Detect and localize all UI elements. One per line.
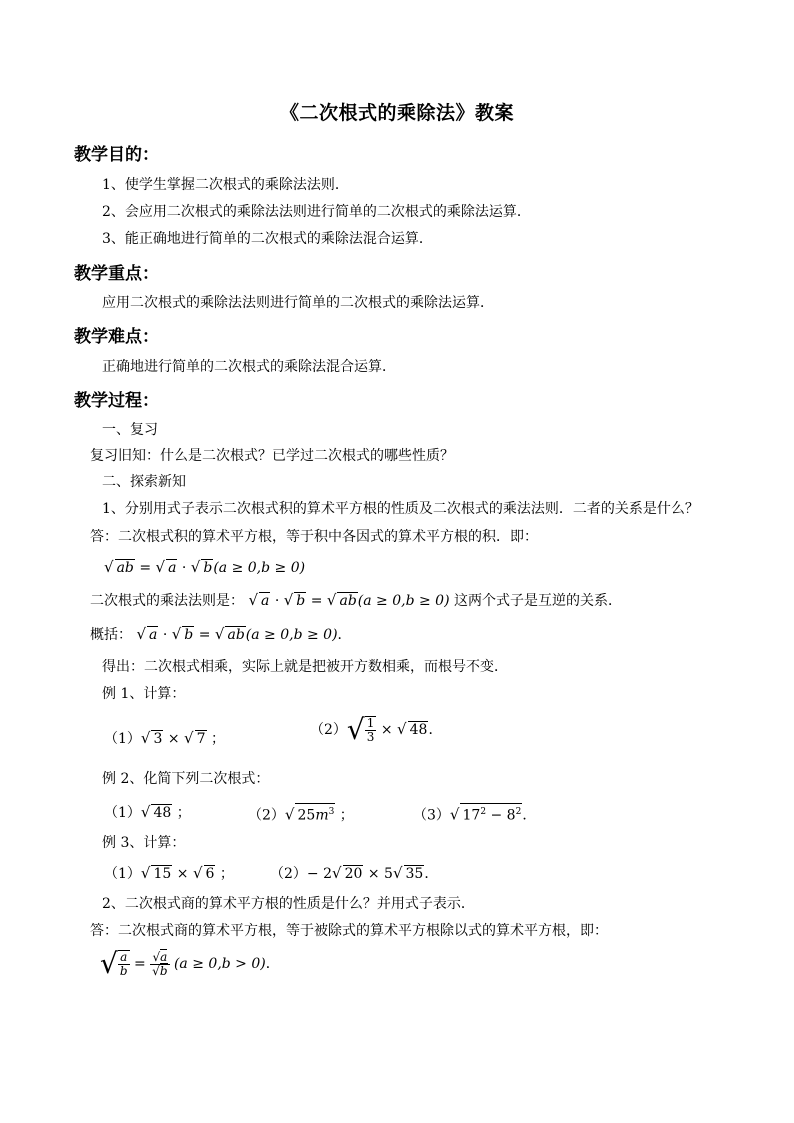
difficulty-text: 正确地进行简单的二次根式的乘除法混合运算．: [102, 359, 396, 375]
section-review: 一、复习: [102, 422, 158, 438]
question-1: 1、分别用式子表示二次根式积的算术平方根的性质及二次根式的乘法法则．二者的关系是什么？: [102, 501, 699, 517]
example-2-label: 例 2、化简下列二次根式：: [102, 771, 270, 787]
example-3-part-1: （1）√ 15 × √ 6 ；: [104, 864, 234, 882]
key-point-text: 应用二次根式的乘除法法则进行简单的二次根式的乘除法运算．: [102, 295, 494, 311]
formula-quotient-property: √ $\frac{a}{b}$ = $\frac{√a}{√b}$ (a ≥ 0,b > 0)．: [100, 947, 280, 980]
example-2-part-2: （2）√ $25m^3$ ；: [248, 803, 354, 825]
heading-key-points: 教学重点：: [74, 264, 159, 284]
example-2-part-1: （1）√ 48 ；: [104, 803, 191, 821]
conclusion-text: 得出：二次根式相乘，实际上就是把被开方数相乘，而根号不变．: [102, 659, 508, 675]
review-question: 复习旧知：什么是二次根式？已学过二次根式的哪些性质？: [90, 448, 454, 464]
answer-1: 答：二次根式积的算术平方根，等于积中各因式的算术平方根的积．即：: [90, 529, 538, 545]
heading-teaching-goals: 教学目的：: [74, 145, 159, 165]
example-1-part-2: （2）√ $\frac{1}{3}$ × √ 48．: [310, 713, 443, 746]
example-1-part-1: （1）√ 3 × √ 7 ；: [104, 729, 225, 747]
example-2-part-3: （3）√ $17^2 - 8^2$．: [413, 803, 536, 825]
section-explore: 二、探索新知: [102, 474, 186, 490]
example-3-part-2: （2）− 2√ 20 × 5√ 35．: [270, 864, 439, 882]
goal-item-3: 3、能正确地进行简单的二次根式的乘除法混合运算．: [102, 231, 433, 247]
example-3-label: 例 3、计算：: [102, 835, 186, 851]
goal-item-2: 2、会应用二次根式的乘除法法则进行简单的二次根式的乘除法运算．: [102, 204, 531, 220]
summary-formula: 概括： √ a · √ b = √ ab(a ≥ 0,b ≥ 0)．: [90, 625, 352, 643]
question-2: 2、二次根式商的算术平方根的性质是什么？并用式子表示．: [102, 896, 475, 912]
goal-item-1: 1、使学生掌握二次根式的乘除法法则．: [102, 177, 349, 193]
heading-difficulties: 教学难点：: [74, 327, 159, 347]
answer-2: 答：二次根式商的算术平方根，等于被除式的算术平方根除以式的算术平方根，即：: [90, 923, 608, 939]
document-title: 《二次根式的乘除法》教案: [279, 102, 514, 124]
heading-process: 教学过程：: [74, 391, 159, 411]
formula-product-property: √ ab = √ a · √ b(a ≥ 0,b ≥ 0): [104, 558, 306, 576]
multiplication-rule: 二次根式的乘法法则是： √ a · √ b = √ ab(a ≥ 0,b ≥ 0) 这两个式子是互逆的关系．: [90, 591, 622, 609]
example-1-label: 例 1、计算：: [102, 686, 186, 702]
